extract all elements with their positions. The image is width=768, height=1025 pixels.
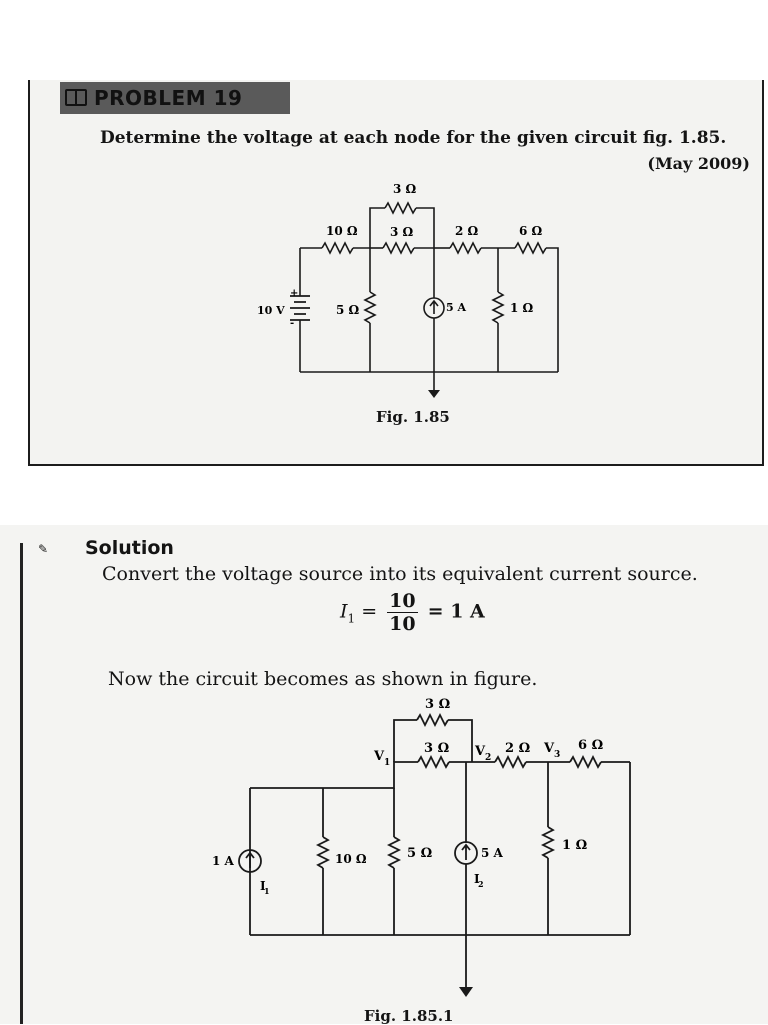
problem-page: [0, 0, 768, 475]
eq-denominator: 10: [389, 613, 416, 635]
resistor-1-ohm: [493, 292, 503, 323]
label-r-6: 6 Ω: [519, 224, 543, 238]
label-r-1: 1 Ω: [510, 301, 534, 315]
page-gap: [0, 475, 768, 525]
resistor-6-ohm: [515, 243, 546, 253]
label-r-5: 5 Ω: [336, 303, 360, 317]
resistor-6-ohm-2: [570, 757, 601, 767]
label2-r-top: 3 Ω: [425, 697, 451, 712]
label2-v3: V: [544, 741, 555, 756]
label-v-source: 10 V: [257, 304, 285, 317]
label2-r-10: 10 Ω: [335, 852, 367, 866]
label2-v2-sub: 2: [485, 753, 492, 763]
label2-r-1: 1 Ω: [562, 838, 588, 853]
battery-10v: [290, 296, 310, 320]
label2-r-6: 6 Ω: [578, 738, 604, 753]
label-r-top: 3 Ω: [393, 182, 417, 196]
resistor-5-ohm: [365, 292, 375, 323]
label2-r-3: 3 Ω: [424, 741, 450, 756]
solution-heading: Solution: [85, 537, 174, 559]
resistor-2-ohm: [450, 243, 481, 253]
ground-arrow-2: [459, 987, 473, 997]
resistor-3-ohm-mid-2: [418, 757, 449, 767]
label-minus: -: [290, 318, 295, 329]
label-i-source: 5 A: [446, 301, 467, 314]
resistor-10-ohm-2: [318, 837, 328, 868]
label2-i2-sub: 2: [478, 879, 484, 889]
problem-statement: Determine the voltage at each node for the given circuit fig. 1.85.: [100, 128, 727, 148]
label2-r-2: 2 Ω: [505, 741, 531, 756]
label2-v1: V: [374, 749, 385, 764]
resistor-3-ohm-mid: [383, 243, 414, 253]
solution-text-2: Now the circuit becomes as shown in figure.: [108, 668, 538, 690]
resistor-2-ohm-2: [495, 757, 526, 767]
label-r-10: 10 Ω: [326, 224, 358, 238]
circuit-fig-1-85-1: [0, 525, 768, 1024]
eq-equals: =: [361, 600, 378, 623]
ground-arrow: [428, 390, 440, 398]
solution-icon: ✎: [38, 542, 49, 556]
resistor-3-ohm-top-2: [417, 715, 448, 725]
label2-v3-sub: 3: [554, 750, 561, 760]
label-r-2: 2 Ω: [455, 224, 479, 238]
problem-badge-label: PROBLEM 19: [94, 86, 243, 110]
label2-i2: I: [474, 872, 480, 886]
label2-v2: V: [475, 744, 486, 759]
eq-lhs: I: [340, 600, 348, 623]
eq-rhs: = 1 A: [427, 600, 485, 623]
label2-i1: I: [260, 879, 266, 893]
label2-i-1a: 1 A: [212, 854, 234, 868]
label2-v1-sub: 1: [384, 758, 391, 768]
figure2-caption: Fig. 1.85.1: [364, 1007, 454, 1025]
resistor-1-ohm-2: [543, 827, 553, 858]
solution-text-1: Convert the voltage source into its equivalent current source.: [102, 563, 698, 585]
problem-date: (May 2009): [647, 154, 750, 173]
solution-page: [0, 525, 768, 1024]
label2-i1-sub: 1: [264, 886, 270, 896]
resistor-5-ohm-2: [389, 837, 399, 868]
label2-i-5a: 5 A: [481, 846, 503, 860]
figure1-caption: Fig. 1.85: [376, 408, 450, 426]
resistor-10-ohm: [322, 243, 353, 253]
eq-lhs-sub: 1: [347, 611, 356, 626]
label-plus: +: [290, 288, 299, 299]
label2-r-5: 5 Ω: [407, 846, 433, 861]
circuit-fig-1-85: [0, 0, 768, 475]
resistor-3-ohm-top: [385, 203, 416, 213]
eq-numerator: 10: [389, 590, 416, 612]
label-r-3: 3 Ω: [390, 225, 414, 239]
